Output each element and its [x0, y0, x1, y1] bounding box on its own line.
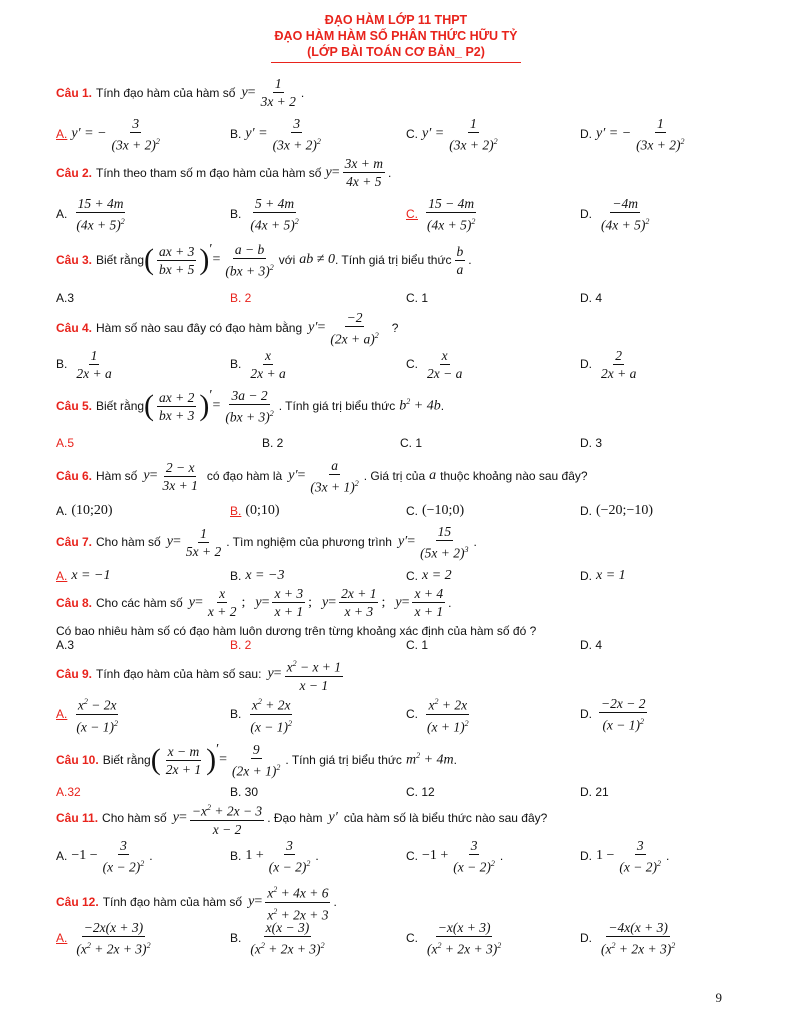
option-c[interactable]: C. −1 + $\frac{3}{(x - 2)^2}$ .	[406, 837, 504, 875]
question-6: Câu 6. Hàm số y = $\frac{2 - x}{3x + 1}$ có đạo hàm là y′ = $\frac{a}{(3x + 1)^2}$ . Giá trị của a thuộc khoảng nào sau đây?	[56, 458, 588, 495]
question-5-options	[56, 434, 736, 452]
header-section: (LỚP BÀI TOÁN CƠ BẢN_ P2)	[307, 45, 485, 59]
question-7-options	[56, 567, 736, 585]
option-c[interactable]: C. $\frac{-x(x + 3)}{(x^2 + 2x + 3)^2}$	[406, 919, 502, 957]
option-d[interactable]: D. $\frac{2}{2x + a}$	[580, 347, 637, 381]
page-number: 9	[715, 990, 722, 1005]
question-9-options	[56, 695, 736, 734]
question-9: Câu 9. Tính đạo hàm của hàm số sau: y = $\frac{x^2 - x + 1}{x - 1}$	[56, 656, 732, 693]
option-b[interactable]: B. y′ = $\frac{3}{(3x + 2)^2}$	[230, 115, 321, 153]
option-d[interactable]: D. 4	[580, 291, 603, 305]
option-d[interactable]: D. $\frac{-4x(x + 3)}{(x^2 + 2x + 3)^2}$	[580, 919, 676, 957]
question-3-options	[56, 289, 736, 307]
option-b[interactable]: B. (0;10)	[230, 503, 280, 518]
question-label: Câu 4.	[56, 321, 93, 336]
option-a[interactable]: A.32	[56, 785, 81, 799]
option-d[interactable]: D. y′ = − $\frac{1}{(3x + 2)^2}$	[580, 115, 685, 153]
question-1: Câu 1. Tính đạo hàm của hàm số y = $\frac{1}{3x + 2}$ .	[56, 76, 305, 109]
question-8-prompt: Có bao nhiêu hàm số có đạo hàm luôn dương trên từng khoảng xác định của hàm số đó ?	[56, 624, 537, 638]
question-label: Câu 6.	[56, 469, 93, 484]
option-a[interactable]: A. $\frac{-2x(x + 3)}{(x^2 + 2x + 3)^2}$	[56, 919, 151, 957]
document-header	[0, 12, 792, 63]
option-d[interactable]: D. x = 1	[580, 568, 626, 583]
header-subtitle: ĐẠO HÀM HÀM SỐ PHÂN THỨC HỮU TỶ	[274, 29, 518, 43]
option-d[interactable]: D. 4	[580, 638, 603, 652]
question-4-options	[56, 348, 736, 380]
question-10: Câu 10. Biết rằng ( $\frac{x - m}{2x + 1}$ ) ′ = $\frac{9}{(2x + 1)^2}$ . Tính giá trị biểu thức $m^2 + 4m$ .	[56, 742, 457, 779]
option-a[interactable]: A. $\frac{15 + 4m}{(4x + 5)^2}$	[56, 195, 125, 233]
option-a[interactable]: A. −1 − $\frac{3}{(x - 2)^2}$ .	[56, 837, 153, 875]
option-c[interactable]: C. 1	[406, 291, 429, 305]
option-b[interactable]: B. 2	[230, 638, 252, 652]
option-a[interactable]: A.5	[56, 436, 75, 450]
question-label: Câu 11.	[56, 811, 99, 826]
option-b[interactable]: B. 2	[230, 291, 252, 305]
option-c[interactable]: C. y′ = $\frac{1}{(3x + 2)^2}$	[406, 115, 498, 153]
option-c[interactable]: C. 1	[406, 638, 429, 652]
option-b[interactable]: B. 1 + $\frac{3}{(x - 2)^2}$ .	[230, 837, 319, 875]
question-label: Câu 9.	[56, 667, 93, 682]
question-2-options	[56, 195, 736, 233]
question-label: Câu 7.	[56, 535, 93, 550]
question-5: Câu 5. Biết rằng ( $\frac{ax + 2}{bx + 3}$ ) ′ = $\frac{3a - 2}{(bx + 3)^2}$ . Tính giá trị biểu thức $b^2 + 4b$ .	[56, 388, 445, 425]
question-6-options	[56, 495, 736, 527]
option-a[interactable]: B. $\frac{1}{2x + a}$	[56, 347, 112, 381]
option-c[interactable]: C. $\frac{x^2 + 2x}{(x + 1)^2}$	[406, 698, 474, 730]
question-11: Câu 11. Cho hàm số y = $\frac{-x^2 + 2x - 3}{x - 2}$ . Đạo hàm y′ của hàm số là biểu thức nào sau đây?	[56, 800, 732, 837]
option-c[interactable]: C. $\frac{15 - 4m}{(4x + 5)^2}$	[406, 195, 476, 233]
option-a[interactable]: A. (10;20)	[56, 503, 113, 518]
option-b[interactable]: B. $\frac{x}{2x + a}$	[230, 347, 286, 381]
option-a[interactable]: A. y′ = − $\frac{3}{(3x + 2)^2}$	[56, 115, 160, 153]
option-d[interactable]: D. $\frac{-2x - 2}{(x - 1)^2}$	[580, 695, 646, 733]
question-text: Tính theo tham số m đạo hàm của hàm số	[96, 165, 322, 180]
question-text: Tính đạo hàm của hàm số	[96, 85, 236, 100]
header-divider	[271, 62, 521, 63]
option-d[interactable]: D. (−20;−10)	[580, 503, 654, 518]
option-b[interactable]: B. $\frac{x^2 + 2x}{(x - 1)^2}$	[230, 698, 297, 730]
question-label: Câu 3.	[56, 253, 93, 268]
question-10-options	[56, 783, 736, 801]
option-d[interactable]: D. 21	[580, 785, 609, 799]
question-label: Câu 1.	[56, 85, 93, 100]
option-d[interactable]: D. 1 − $\frac{3}{(x - 2)^2}$ .	[580, 837, 670, 875]
option-a[interactable]: A. $\frac{x^2 - 2x}{(x - 1)^2}$	[56, 698, 123, 730]
question-1-options	[56, 115, 736, 153]
option-d[interactable]: D. 3	[580, 436, 603, 450]
question-11-options	[56, 837, 736, 875]
option-c[interactable]: C. $\frac{x}{2x - a}$	[406, 347, 463, 381]
option-d[interactable]: D. $\frac{-4m}{(4x + 5)^2}$	[580, 195, 650, 233]
question-4: Câu 4. Hàm số nào sau đây có đạo hàm bằng y′ = $\frac{-2}{(2x + a)^2}$ ?	[56, 310, 399, 347]
question-label: Câu 10.	[56, 753, 99, 768]
question-8: Câu 8. Cho các hàm số y = $\frac{x}{x + 2}$ ; y = $\frac{x + 3}{x + 1}$ ; y = $\frac{2x + 1}{x + 3}$ ; y = $\frac{x + 4}{x + 1}$ .	[56, 586, 452, 619]
option-c[interactable]: C. (−10;0)	[406, 503, 465, 518]
question-label: Câu 12.	[56, 895, 99, 909]
option-c[interactable]: C. 12	[406, 785, 435, 799]
option-b[interactable]: B. x = −3	[230, 568, 285, 583]
question-label: Câu 8.	[56, 595, 93, 610]
option-a[interactable]: A. x = −1	[56, 568, 111, 583]
question-7: Câu 7. Cho hàm số y = $\frac{1}{5x + 2}$ . Tìm nghiệm của phương trình y′ = $\frac{15}{(5x + 2)^3}$ .	[56, 524, 477, 561]
question-2: Câu 2. Tính theo tham số m đạo hàm của hàm số y = $\frac{3x + m}{4x + 5}$ .	[56, 156, 392, 189]
option-c[interactable]: C. x = 2	[406, 568, 452, 583]
option-b[interactable]: B. $\frac{5 + 4m}{(4x + 5)^2}$	[230, 195, 299, 233]
option-b[interactable]: B. 2	[262, 436, 284, 450]
option-a[interactable]: A.3	[56, 291, 75, 305]
question-12-options	[56, 919, 736, 957]
question-8-options	[56, 637, 736, 653]
option-c[interactable]: C. 1	[400, 436, 423, 450]
question-3: Câu 3. Biết rằng ( $\frac{ax + 3}{bx + 5}$ ) ′ = $\frac{a - b}{(bx + 3)^2}$ với ab ≠ 0 . Tính giá trị biểu thức $\frac{b}{a}$ .	[56, 242, 472, 279]
question-label: Câu 2.	[56, 165, 93, 180]
header-title: ĐẠO HÀM LỚP 11 THPT	[324, 13, 468, 27]
question-label: Câu 5.	[56, 399, 93, 414]
option-b[interactable]: B. $\frac{x(x - 3)}{(x^2 + 2x + 3)^2}$	[230, 919, 325, 957]
option-a[interactable]: A.3	[56, 638, 75, 652]
question-12: Câu 12. Tính đạo hàm của hàm số y = $\frac{x^2 + 4x + 6}{x^2 + 2x + 3}$ .	[56, 882, 732, 922]
option-b[interactable]: B. 30	[230, 785, 259, 799]
